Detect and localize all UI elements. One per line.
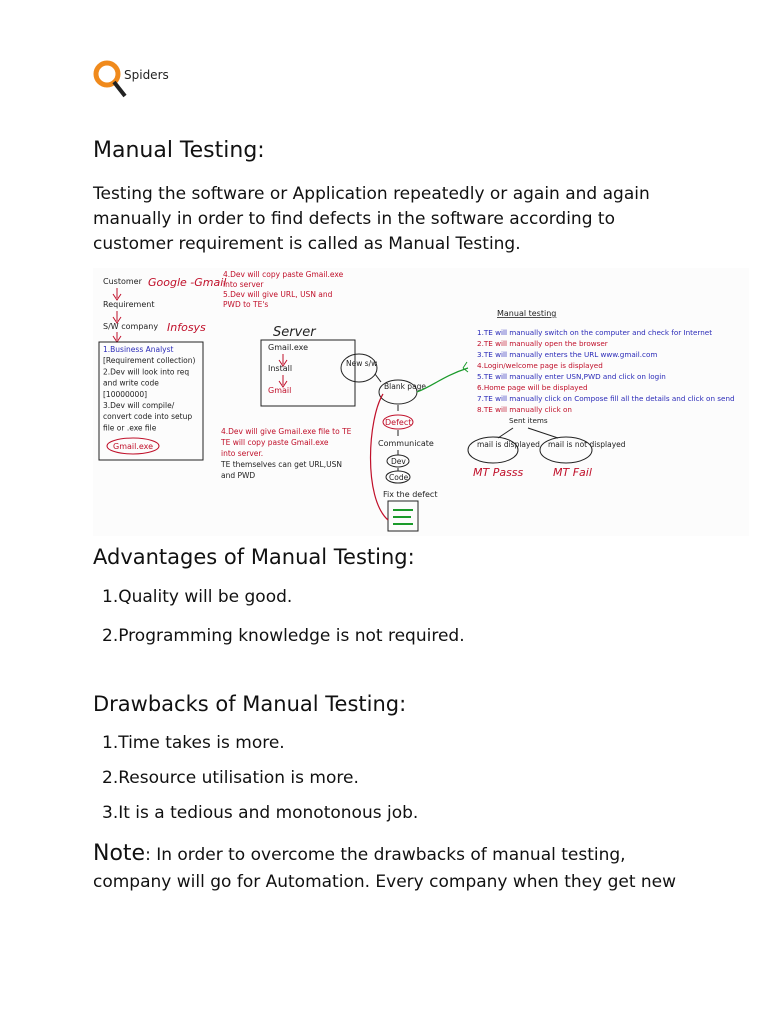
dev-label: Dev (391, 457, 406, 466)
manual-testing-step: 4.Login/welcome page is displayed (477, 361, 603, 370)
server-gmail: Gmail (268, 386, 292, 395)
requirement-label: Requirement (103, 300, 155, 309)
note-text: : In order to overcome the drawbacks of manual testing, (145, 845, 626, 865)
note-text-line-2: company will go for Automation. Every company when they get new (93, 872, 677, 892)
advantage-item: 1.Quality will be good. (102, 587, 293, 607)
company-box-line: convert code into setup (103, 412, 193, 422)
company-box-line: 2.Dev will look into req (103, 367, 190, 377)
mt-fail-label: MT Fail (553, 466, 592, 479)
blank-page-label: Blank page (384, 382, 427, 391)
qspiders-logo (92, 54, 172, 104)
logo-text: Spiders (124, 68, 169, 82)
server-label: Server (273, 325, 316, 340)
definition-line-3: customer requirement is called as Manual Testing. (93, 234, 521, 254)
page-title: Manual Testing: (93, 138, 265, 163)
manual-testing-step: 8.TE will manually click on (477, 405, 572, 414)
customer-label: Customer (103, 277, 142, 286)
dev-note-bottom-line: 4.Dev will give Gmail.exe file to TE (221, 427, 352, 436)
company-box-line: [10000000] (103, 389, 148, 399)
dev-note-bottom-line: TE will copy paste Gmail.exe (221, 438, 329, 447)
company-note: Infosys (167, 321, 206, 334)
note-label: Note (93, 841, 146, 866)
drawback-item: 2.Resource utilisation is more. (102, 768, 359, 788)
drawbacks-heading: Drawbacks of Manual Testing: (93, 692, 407, 716)
manual-testing-step: 3.TE will manually enters the URL www.gmail.com (477, 350, 658, 359)
manual-testing-step: 7.TE will manually click on Compose fill all the details and click on send (477, 394, 735, 403)
drawback-item: 1.Time takes is more. (102, 733, 285, 753)
communicate-label: Communicate (378, 439, 434, 448)
dev-note-bottom-line: and PWD (221, 471, 256, 480)
sw-company-label: S/W company (103, 322, 159, 331)
manual-testing-step: 6.Home page will be displayed (477, 383, 588, 392)
dev-note-bottom-line: into server. (221, 449, 264, 458)
company-box-line: file or .exe file (103, 423, 157, 433)
customer-note: Google -Gmail (148, 276, 227, 289)
code-label: Code (389, 473, 409, 482)
mt-pass-label: MT Passs (473, 466, 524, 479)
dev-note-bottom-line: TE themselves can get URL,USN (221, 460, 342, 469)
company-box-line: 1.Business Analyst (103, 345, 174, 354)
manual-testing-step: 2.TE will manually open the browser (477, 339, 608, 348)
company-box-line: [Requirement collection) (103, 356, 196, 366)
company-box-line: 3.Dev will compile/ (103, 401, 175, 410)
advantage-item: 2.Programming knowledge is not required. (102, 626, 465, 646)
drawback-item: 3.It is a tedious and monotonous job. (102, 803, 419, 823)
new-sw-label: New s/w (346, 359, 378, 368)
manual-testing-diagram (93, 268, 749, 536)
defect-label: Defect (385, 418, 412, 427)
manual-testing-step: Sent items (509, 416, 548, 425)
definition-line-2: manually in order to find defects in the software according to (93, 209, 615, 229)
gmail-exe-label: Gmail.exe (113, 442, 154, 451)
mail-not-displayed-label: mail is not displayed (548, 440, 626, 449)
manual-testing-title: Manual testing (497, 309, 557, 318)
dev-note-top-line: 4.Dev will copy paste Gmail.exe (223, 270, 344, 279)
note-paragraph (93, 840, 693, 896)
manual-testing-step: 1.TE will manually switch on the computer and check for Internet (477, 328, 713, 337)
server-gmail-exe: Gmail.exe (268, 343, 309, 352)
manual-testing-step: 5.TE will manually enter USN,PWD and click on login (477, 372, 666, 381)
fix-defect-label: Fix the defect (383, 490, 438, 499)
dev-note-top-line: PWD to TE's (223, 300, 269, 309)
mail-displayed-label: mail is displayed (477, 440, 540, 449)
advantages-heading: Advantages of Manual Testing: (93, 545, 415, 569)
dev-note-top-line: into server (223, 280, 264, 289)
definition-line-1: Testing the software or Application repeatedly or again and again (93, 184, 650, 204)
dev-note-top-line: 5.Dev will give URL, USN and (223, 290, 333, 299)
server-install: Install (268, 364, 293, 373)
company-box-line: and write code (103, 378, 159, 388)
